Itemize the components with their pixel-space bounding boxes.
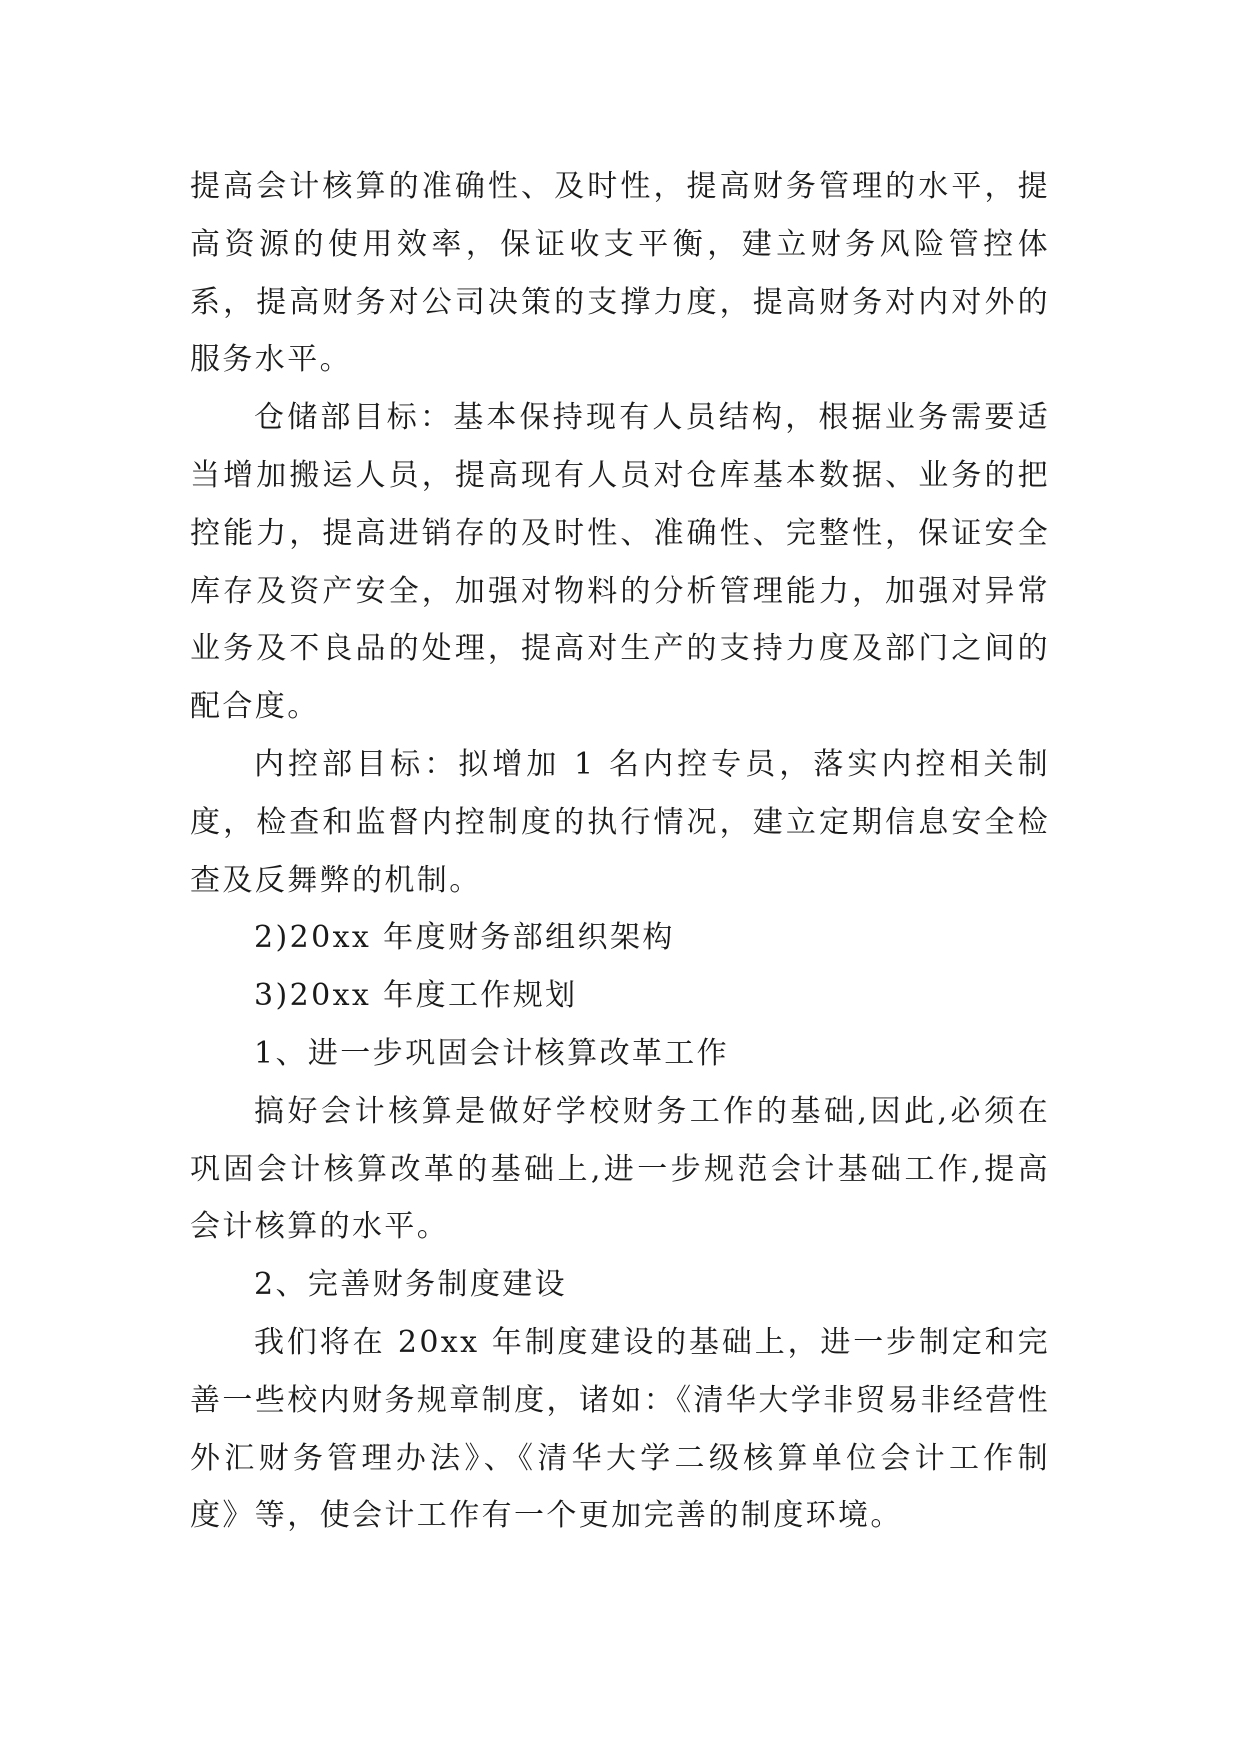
paragraph-internal-control-goals: 内控部目标：拟增加 1 名内控专员，落实内控相关制度，检查和监督内控制度的执行情况，建立定期信息安全检查及反舞弊的机制。: [190, 746, 1050, 898]
heading-accounting-reform: 1、进一步巩固会计核算改革工作: [254, 1035, 730, 1071]
heading-finance-system: 2、完善财务制度建设: [254, 1267, 568, 1303]
paragraph-finance-goals-continued: 提高会计核算的准确性、及时性，提高财务管理的水平，提高资源的使用效率，保证收支平衡，建立财务风险管控体系，提高财务对公司决策的支撑力度，提高财务对内对外的服务水平。: [190, 169, 1050, 378]
heading-org-structure: 2)20xx 年度财务部组织架构: [254, 920, 675, 956]
heading-work-plan: 3)20xx 年度工作规划: [254, 978, 578, 1014]
paragraph-warehouse-goals: 仓储部目标：基本保持现有人员结构，根据业务需要适当增加搬运人员，提高现有人员对仓库基本数据、业务的把控能力，提高进销存的及时性、准确性、完整性，保证安全库存及资产安全，加强对物料的分析管理能力，加强对异常业务及不良品的处理，提高对生产的支持力度及部门之间的配合度。: [190, 400, 1050, 725]
paragraph-accounting-reform: 搞好会计核算是做好学校财务工作的基础,因此,必须在巩固会计核算改革的基础上,进一步规范会计基础工作,提高会计核算的水平。: [190, 1093, 1050, 1245]
document-body: [190, 158, 1050, 1545]
paragraph-finance-system: 我们将在 20xx 年制度建设的基础上，进一步制定和完善一些校内财务规章制度，诸如：《清华大学非贸易非经营性外汇财务管理办法》、《清华大学二级核算单位会计工作制度》等，使会计工作有一个更加完善的制度环境。: [190, 1324, 1050, 1534]
